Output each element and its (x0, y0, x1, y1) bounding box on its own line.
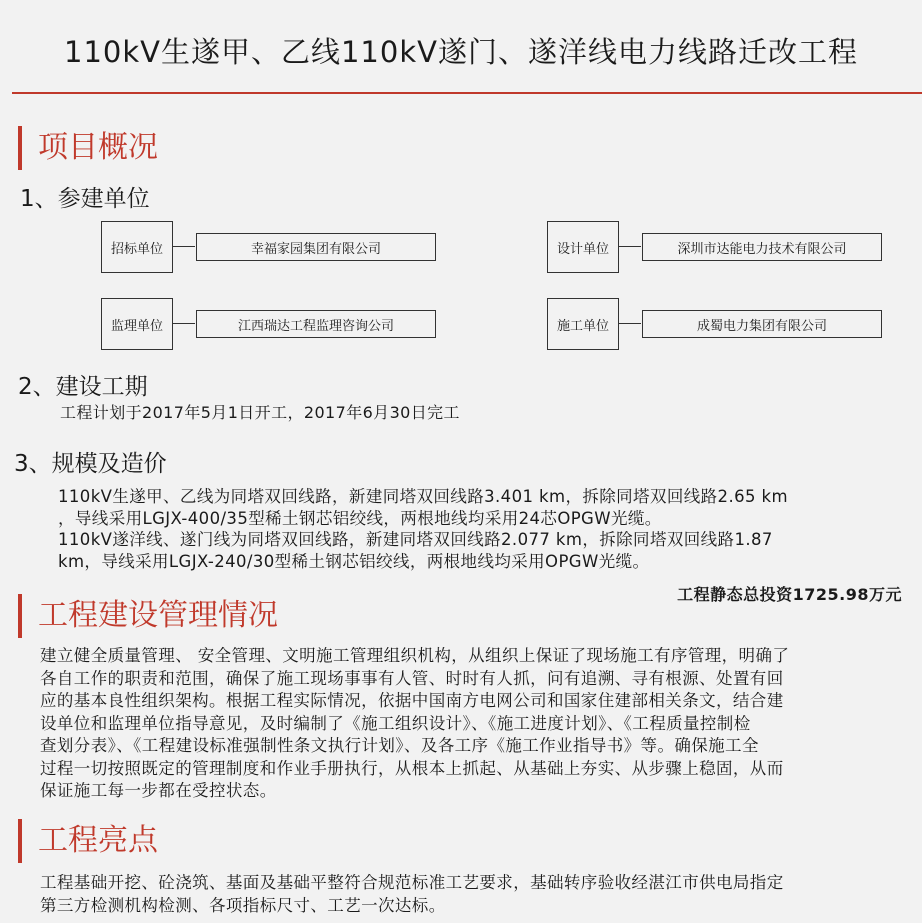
section-heading-management: 工程建设管理情况 (18, 594, 278, 638)
section-heading-overview: 项目概况 (18, 126, 158, 170)
participants-heading: 1、参建单位 (20, 186, 150, 212)
management-line: 查划分表》、《工程建设标准强制性条文执行计划》、及各工序《施工作业指导书》等。确保施工全 (40, 736, 759, 755)
connector-line (173, 323, 195, 324)
page-title: 110kV生遂甲、乙线110kV遂门、遂洋线电力线路迁改工程 (64, 35, 858, 69)
management-line: 建立健全质量管理、 安全管理、文明施工管理组织机构，从组织上保证了现场施工有序管理，明确了 (40, 646, 790, 665)
highlights-line: 工程基础开挖、砼浇筑、基面及基础平整符合规范标准工艺要求，基础转序验收经湛江市供电局指定 (40, 873, 784, 892)
title-divider (12, 92, 922, 94)
schedule-heading: 2、建设工期 (18, 374, 148, 400)
role-label: 监理单位 (101, 298, 173, 350)
management-line: 设单位和监理单位指导意见，及时编制了《施工组织设计》、《施工进度计划》、《工程质量控制检 (40, 713, 751, 733)
management-text (40, 645, 789, 803)
section-heading-highlights: 工程亮点 (18, 819, 158, 863)
role-label: 招标单位 (101, 221, 173, 273)
investment-total: 工程静态总投资1725.98万元 (677, 585, 902, 604)
schedule-text: 工程计划于2017年5月1日开工，2017年6月30日完工 (60, 403, 460, 422)
org-name: 深圳市达能电力技术有限公司 (642, 233, 882, 261)
management-line: 保证施工每一步都在受控状态。 (40, 781, 277, 800)
role-label: 施工单位 (547, 298, 619, 350)
scale-line: 110kV生遂甲、乙线为同塔双回线路，新建同塔双回线路3.401 km，拆除同塔双回线路2.65 km (58, 487, 788, 506)
scale-line: km，导线采用LGJX-240/30型稀土钢芯铝绞线，两根地线均采用OPGW光缆。 (58, 551, 650, 571)
org-name: 幸福家园集团有限公司 (196, 233, 436, 261)
scale-line: ，导线采用LGJX-400/35型稀土钢芯铝绞线，两根地线均采用24芯OPGW光缆。 (58, 508, 662, 528)
org-name: 江西瑞达工程监理咨询公司 (196, 310, 436, 338)
scale-text (58, 486, 788, 572)
management-line: 过程一切按照既定的管理制度和作业手册执行，从根本上抓起、从基础上夯实、从步骤上稳固，从而 (40, 758, 784, 778)
management-line: 各自工作的职责和范围，确保了施工现场事事有人管、时时有人抓，问有追溯、寻有根源、处置有回 (40, 668, 784, 688)
connector-line (173, 246, 195, 247)
scale-line: 110kV遂洋线、遂门线为同塔双回线路，新建同塔双回线路2.077 km，拆除同塔双回线路1.87 (58, 530, 773, 549)
highlights-line: 第三方检测机构检测、各项指标尺寸、工艺一次达标。 (40, 896, 446, 915)
scale-heading: 3、规模及造价 (14, 451, 167, 477)
connector-line (619, 323, 641, 324)
highlights-text (40, 871, 784, 917)
role-label: 设计单位 (547, 221, 619, 273)
management-line: 应的基本良性组织架构。根据工程实际情况，依据中国南方电网公司和国家住建部相关条文，结合建 (40, 691, 784, 710)
connector-line (619, 246, 641, 247)
org-name: 成蜀电力集团有限公司 (642, 310, 882, 338)
